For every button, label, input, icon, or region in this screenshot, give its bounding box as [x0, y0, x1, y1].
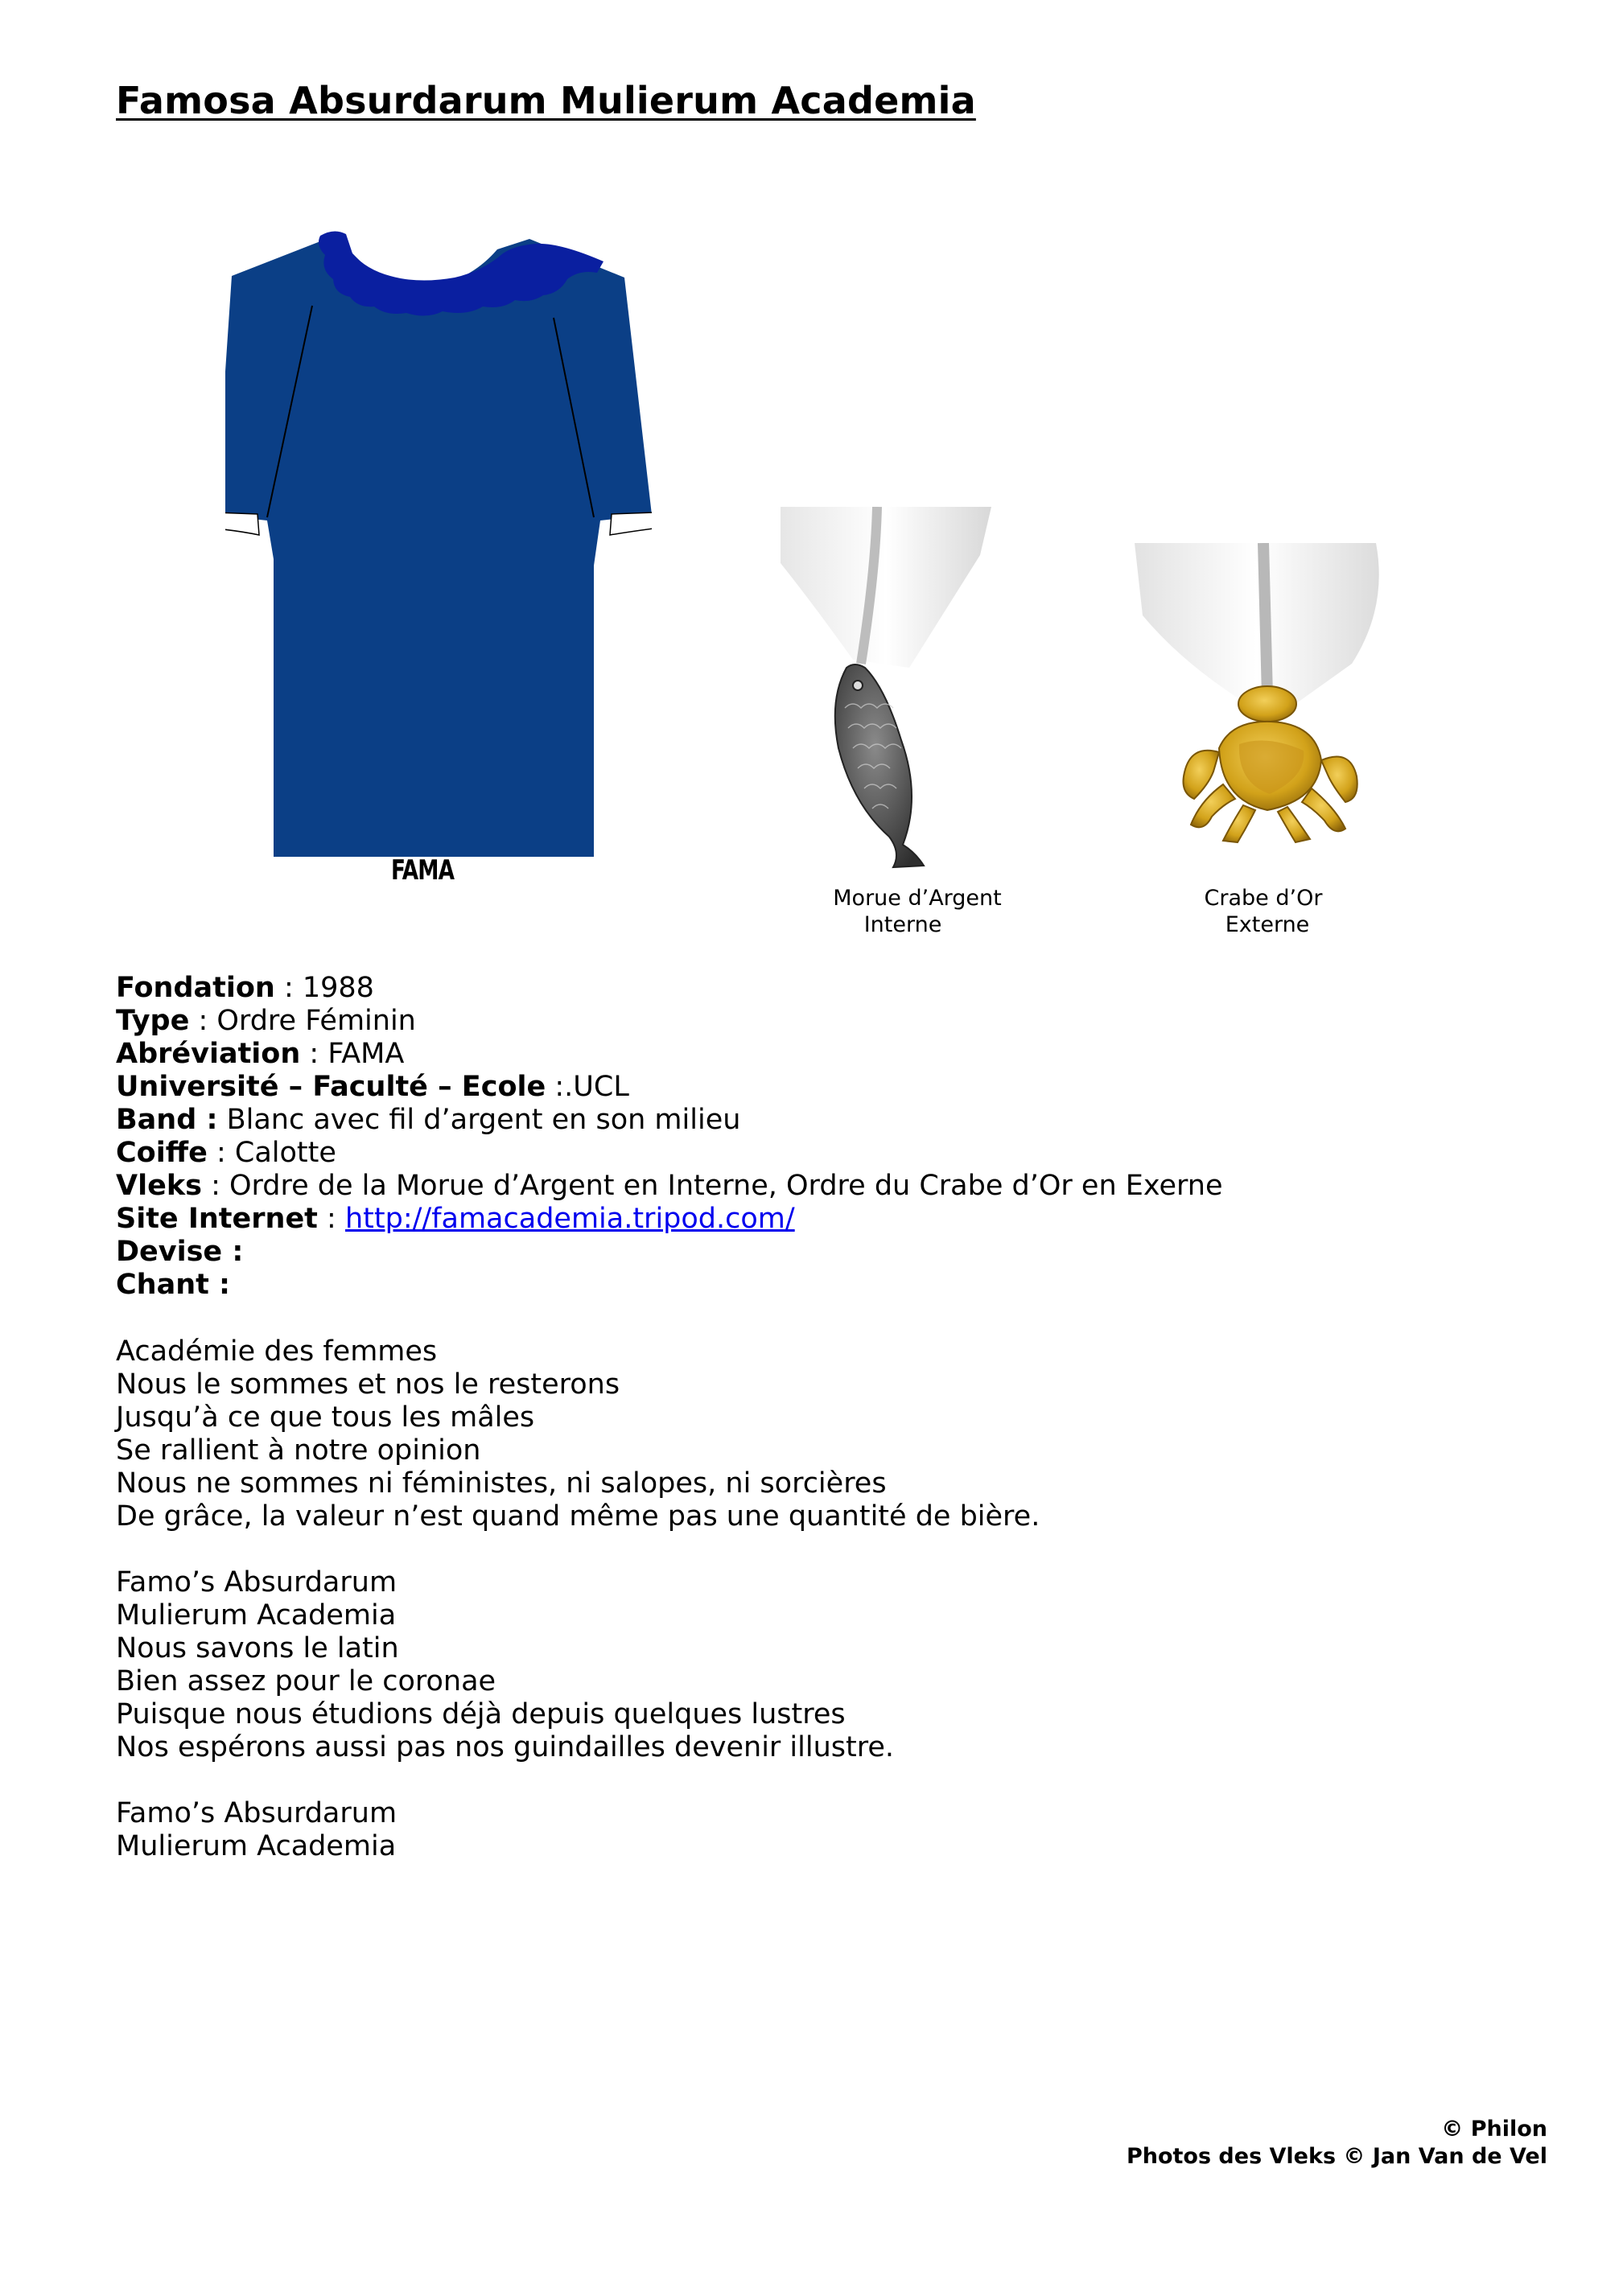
stanza-1	[116, 1335, 1040, 1533]
universite-value: .UCL	[564, 1071, 629, 1103]
crab-medal-figure	[1135, 543, 1392, 937]
lyric-line: Mulierum Academia	[116, 1830, 397, 1862]
robe-label: FAMA	[391, 854, 455, 887]
lyric-line: Nos espérons aussi pas nos guindailles devenir illustre.	[116, 1731, 895, 1763]
robe-drawing	[225, 229, 652, 889]
fish-pendant	[835, 665, 924, 867]
info-universite	[116, 1071, 1223, 1104]
universite-sep: :	[546, 1071, 565, 1103]
stanza-3	[116, 1797, 1040, 1863]
site-link[interactable]: http://famacademia.tripod.com/	[344, 1203, 795, 1235]
fondation-sep: :	[274, 972, 303, 1004]
lyric-line: Nous ne sommes ni féministes, ni salopes, ni sorcières	[116, 1467, 887, 1500]
crab-ribbon	[1135, 543, 1379, 704]
right-cuff	[610, 512, 652, 535]
lyric-line: Famo’s Absurdarum	[116, 1797, 398, 1829]
lyric-line: Puisque nous étudions déjà depuis quelques lustres	[116, 1698, 846, 1730]
band-value: Blanc avec fil d’argent en son milieu	[226, 1104, 741, 1136]
universite-label: Université – Faculté – Ecole	[116, 1071, 546, 1103]
lyric-line: Nous savons le latin	[116, 1632, 399, 1664]
lyric-line: De grâce, la valeur n’est quand même pas une quantité de bière.	[116, 1500, 1040, 1533]
neck-opening	[354, 229, 495, 272]
song-lyrics	[116, 1335, 1040, 1896]
fish-medal-figure	[781, 507, 1006, 937]
robe-figure	[225, 229, 652, 889]
abreviation-sep: :	[300, 1038, 328, 1070]
band-sep	[217, 1104, 226, 1136]
lyric-line: Mulierum Academia	[116, 1599, 397, 1631]
photo-credit: Photos des Vleks © Jan Van de Vel	[1126, 2144, 1547, 2169]
vleks-sep: :	[201, 1170, 229, 1202]
fish-caption	[829, 885, 1006, 938]
info-site	[116, 1203, 1223, 1236]
info-block	[116, 972, 1223, 1302]
fish-medal-photo	[781, 507, 1006, 877]
type-sep: :	[189, 1005, 217, 1037]
info-band	[116, 1104, 1223, 1137]
chant-label: Chant :	[116, 1269, 231, 1301]
coiffe-label: Coiffe	[116, 1137, 208, 1169]
info-fondation	[116, 972, 1223, 1005]
crab-caption	[1167, 885, 1360, 938]
info-coiffe	[116, 1137, 1223, 1170]
info-devise	[116, 1236, 1223, 1269]
info-type	[116, 1005, 1223, 1038]
abreviation-value: FAMA	[327, 1038, 405, 1070]
lyric-line: Nous le sommes et nos le resterons	[116, 1368, 620, 1401]
crab-caption-line2: Externe	[1225, 912, 1310, 937]
fish-caption-line1: Morue d’Argent	[833, 886, 1002, 911]
lyric-line: Académie des femmes	[116, 1335, 438, 1368]
lyric-line: Jusqu’à ce que tous les mâles	[116, 1401, 535, 1434]
left-cuff	[225, 512, 259, 535]
fish-ribbon	[781, 507, 991, 668]
type-label: Type	[116, 1005, 190, 1037]
site-sep: :	[317, 1203, 345, 1235]
robe-body	[225, 236, 652, 857]
page-title: Famosa Absurdarum Mulierum Academia	[116, 79, 976, 122]
abreviation-label: Abréviation	[116, 1038, 301, 1070]
site-label: Site Internet	[116, 1203, 318, 1235]
fondation-label: Fondation	[116, 972, 275, 1004]
info-vleks	[116, 1170, 1223, 1203]
info-abreviation	[116, 1038, 1223, 1071]
lyric-line: Famo’s Absurdarum	[116, 1566, 398, 1599]
vleks-label: Vleks	[116, 1170, 202, 1202]
crab-caption-line1: Crabe d’Or	[1204, 886, 1323, 911]
crab-medal-photo	[1135, 543, 1392, 881]
info-chant	[116, 1269, 1223, 1302]
lyric-line: Bien assez pour le coronae	[116, 1665, 496, 1697]
copyright-philon: © Philon	[1441, 2117, 1547, 2142]
crab-ribbon-thread	[1263, 543, 1267, 696]
fish-eye	[853, 681, 863, 690]
vleks-value: Ordre de la Morue d’Argent en Interne, Ordre du Crabe d’Or en Exerne	[229, 1170, 1223, 1202]
footer-credits	[1127, 2116, 1547, 2171]
lyric-line: Se rallient à notre opinion	[116, 1434, 481, 1467]
coiffe-value: Calotte	[234, 1137, 336, 1169]
fondation-value: 1988	[302, 972, 374, 1004]
devise-label: Devise :	[116, 1236, 244, 1268]
type-value: Ordre Féminin	[216, 1005, 416, 1037]
stanza-2	[116, 1566, 1040, 1764]
coiffe-sep: :	[207, 1137, 235, 1169]
band-label: Band :	[116, 1104, 218, 1136]
fish-caption-line2: Interne	[863, 912, 942, 937]
